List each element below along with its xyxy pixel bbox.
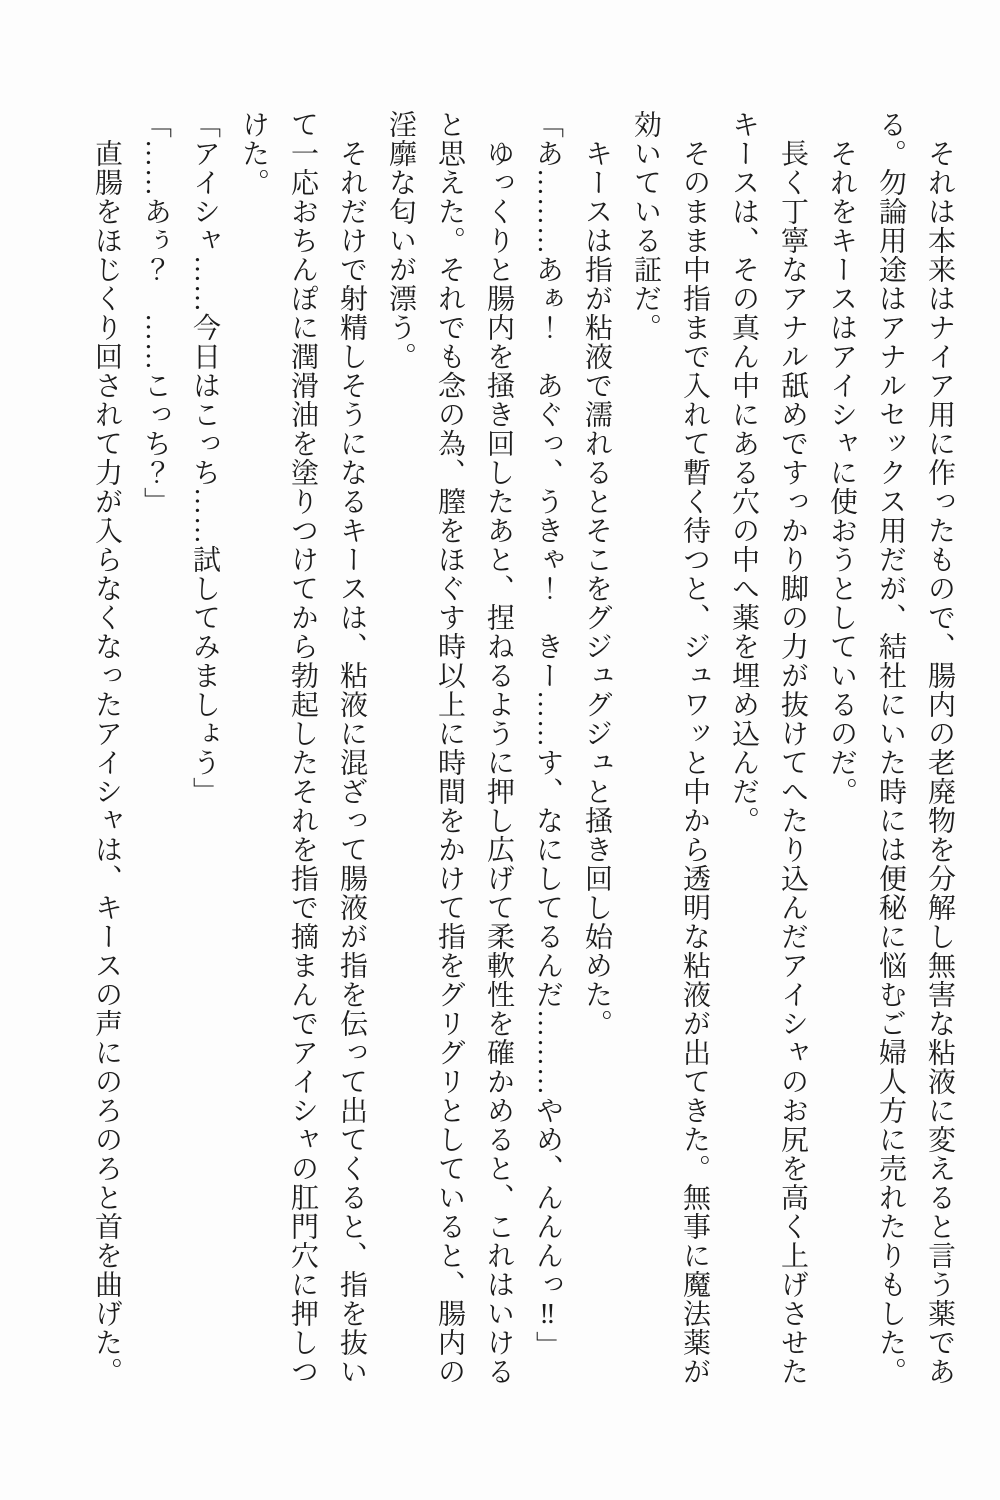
text-line-dialogue: 「アイシャ……今日はこっち……試してみましょう」: [189, 110, 220, 806]
text-line: 長く丁寧なアナル舐めですっかり脚の力が抜けてへたり込んだアイシャのお尻を高く上げさせた: [777, 110, 808, 1386]
text-line: キースは指が粘液で濡れるとそこをグジュグジュと掻き回し始めた。: [581, 110, 612, 1038]
text-line: それだけで射精しそうになるキースは、粘液に混ざって腸液が指を伝って出てくると、指を抜い: [336, 110, 367, 1386]
text-line: 淫靡な匂いが漂う。: [385, 110, 416, 371]
text-line-dialogue: 「……あぅ？ ……こっち？」: [140, 110, 171, 516]
text-line: けた。: [238, 110, 269, 197]
text-line: る。勿論用途はアナルセックス用だが、結社にいた時には便秘に悩むご婦人方に売れたりもした。: [875, 110, 906, 1386]
text-line: て一応おちんぽに潤滑油を塗りつけてから勃起したそれを指で摘まんでアイシャの肛門穴に押しつ: [287, 110, 318, 1386]
text-line: それをキースはアイシャに使おうとしているのだ。: [826, 110, 857, 806]
text-line: キースは、その真ん中にある穴の中へ薬を埋め込んだ。: [728, 110, 759, 835]
text-line-dialogue: 「あ………あぁ！ あぐっ、うきゃ！ きー……す、なにしてるんだ………やめ、んんんっ‼」: [532, 110, 563, 1360]
text-line: それは本来はナイア用に作ったもので、腸内の老廃物を分解し無害な粘液に変えると言う薬であ: [924, 110, 955, 1386]
text-line: そのまま中指まで入れて暫く待つと、ジュワッと中から透明な粘液が出てきた。無事に魔法薬が: [679, 110, 710, 1386]
text-line: 直腸をほじくり回されて力が入らなくなったアイシャは、キースの声にのろのろと首を曲げた。: [91, 110, 122, 1386]
text-block: [82, 110, 964, 1410]
text-line: と思えた。それでも念の為、膣をほぐす時以上に時間をかけて指をグリグリとしていると、腸内の: [434, 110, 465, 1386]
text-line: 効いている証だ。: [630, 110, 661, 342]
text-line: ゆっくりと腸内を掻き回したあと、捏ねるように押し広げて柔軟性を確かめると、これはいける: [483, 110, 514, 1386]
